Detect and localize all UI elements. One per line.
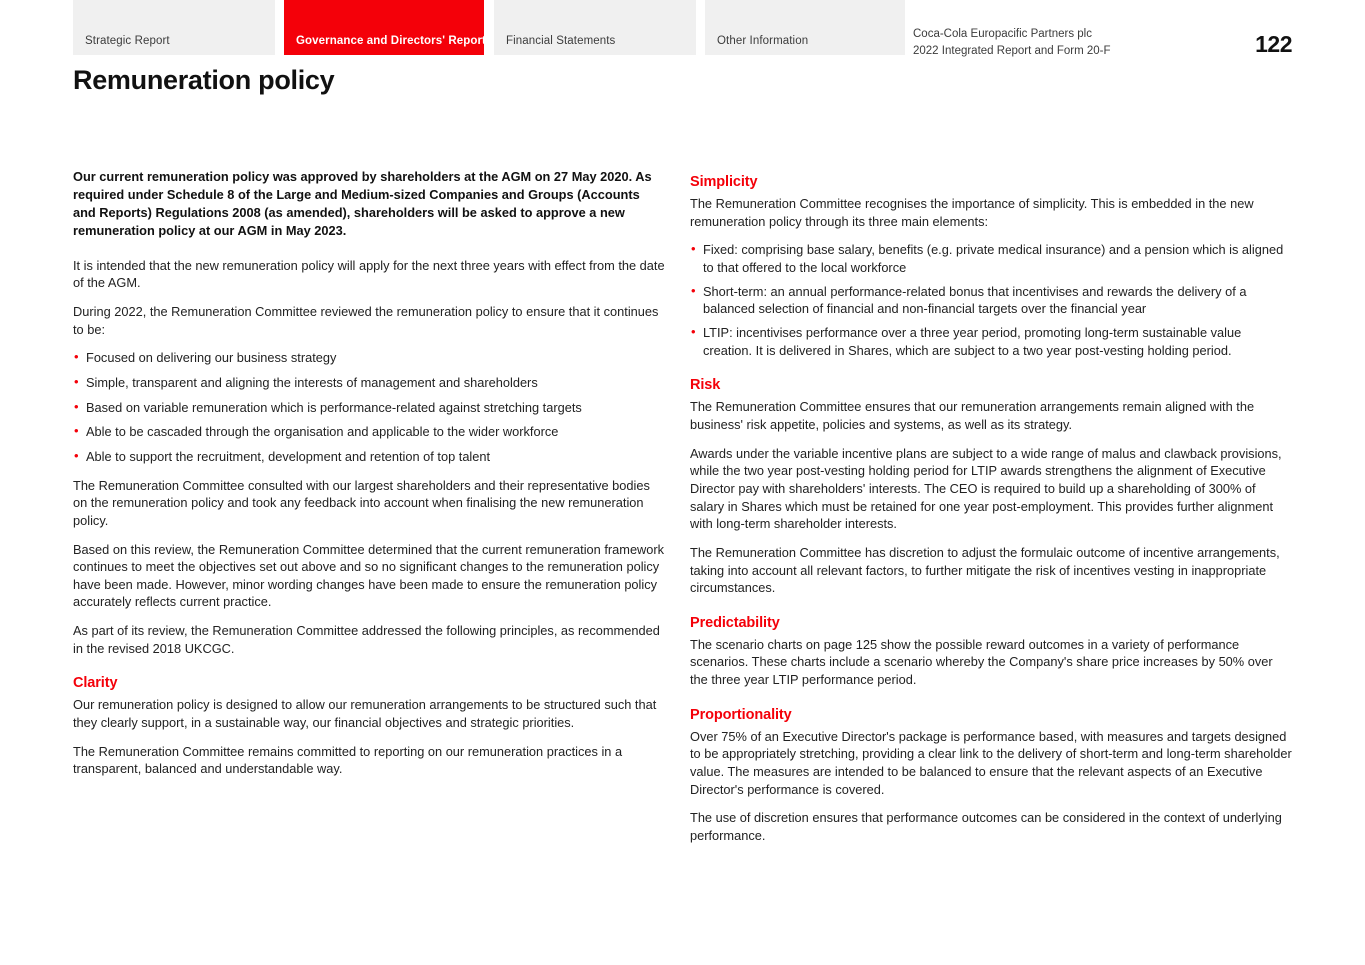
- risk-paragraph-3: The Remuneration Committee has discretion to adjust the formulaic outcome of incentive arrangements, taking into account all relevant factors, to further mitigate the risk of incentives vesting in inappropriate circumstances.: [690, 544, 1280, 596]
- page-number: 122: [1255, 31, 1292, 57]
- paragraph-framework-conclusion: Based on this review, the Remuneration Committee determined that the current remuneration framework continues to meet the objectives set out above and so no significant changes to the remuneration policy have been made. However, minor wording changes have been made to ensure the remuneration policy accurately reflects current practice.: [73, 541, 665, 610]
- paragraph-effect-date: It is intended that the new remuneration policy will apply for the next three years with effect from the date of the AGM.: [73, 257, 665, 291]
- tab-other-information[interactable]: [705, 0, 905, 55]
- list-item: • Simple, transparent and aligning the interests of management and shareholders: [73, 374, 665, 392]
- heading-predictability: Predictability: [690, 614, 780, 631]
- heading-proportionality: Proportionality: [690, 706, 792, 723]
- section-tab-bar: [0, 0, 1365, 55]
- list-item: • Focused on delivering our business strategy: [73, 349, 665, 367]
- list-item: • LTIP: incentivises performance over a three year period, promoting long-term sustainable value creation. It is delivered in Shares, which are subject to a two year post-vesting holding period.: [690, 324, 1292, 359]
- list-item: • Short-term: an annual performance-related bonus that incentivises and rewards the delivery of a balanced selection of financial and non-financial targets over the financial year: [690, 283, 1292, 318]
- proportionality-paragraph-2: The use of discretion ensures that performance outcomes can be considered in the context of underlying performance.: [690, 810, 1282, 844]
- policy-principles-list: [73, 349, 665, 465]
- list-item: • Able to be cascaded through the organisation and applicable to the wider workforce: [73, 423, 665, 441]
- predictability-paragraph-1: The scenario charts on page 125 show the possible reward outcomes in a variety of performance scenarios. These charts include a scenario whereby the Company's share price increases by 50% over the three year LTIP performance period.: [690, 636, 1273, 688]
- paragraph-shareholder-consultation: The Remuneration Committee consulted with our largest shareholders and their representative bodies on the remuneration policy and took any feedback into account when finalising the new remuneration policy.: [73, 477, 650, 528]
- list-item: • Able to support the recruitment, development and retention of top talent: [73, 448, 665, 466]
- tab-label: Financial Statements: [506, 35, 616, 47]
- heading-simplicity: Simplicity: [690, 174, 758, 190]
- simplicity-paragraph-1: The Remuneration Committee recognises the importance of simplicity. This is embedded in the new remuneration policy through its three main elements:: [690, 196, 1254, 229]
- list-item: • Based on variable remuneration which is performance-related against stretching targets: [73, 399, 665, 417]
- list-item: • Fixed: comprising base salary, benefits (e.g. private medical insurance) and a pension which is aligned to that offered to the local workforce: [690, 241, 1292, 276]
- heading-clarity: Clarity: [73, 675, 118, 692]
- risk-paragraph-1: The Remuneration Committee ensures that our remuneration arrangements remain aligned with the business' risk appetite, policies and systems, as well as its strategy.: [690, 399, 1255, 432]
- clarity-paragraph-1: Our remuneration policy is designed to allow our remuneration arrangements to be structured such that they clearly support, in a sustainable way, our financial objectives and strategic priorities.: [73, 697, 657, 731]
- right-column: [690, 168, 1292, 856]
- clarity-paragraph-2: The Remuneration Committee remains committed to reporting on our remuneration practices in a transparent, balanced and understandable way.: [73, 743, 623, 777]
- heading-risk: Risk: [690, 377, 721, 394]
- document-meta: [913, 26, 1111, 59]
- tab-label: Strategic Report: [85, 35, 170, 47]
- page-title: Remuneration policy: [73, 65, 335, 95]
- paragraph-review-intro: During 2022, the Remuneration Committee reviewed the remuneration policy to ensure that it continues to be:: [73, 303, 659, 337]
- tab-financial-statements[interactable]: [494, 0, 696, 55]
- tab-strategic-report[interactable]: [73, 0, 275, 55]
- report-name: 2022 Integrated Report and Form 20-F: [913, 44, 1111, 57]
- tab-governance-and-directors-report[interactable]: [284, 0, 484, 55]
- policy-lead-paragraph: Our current remuneration policy was approved by shareholders at the AGM on 27 May 2020. As required under Schedule 8 of the Large and Medium-sized Companies and Groups (Accounts and Reports) Regulations 2008 (as amended), shareholders will be asked to approve a new remuneration policy at our AGM in May 2023.: [73, 169, 652, 239]
- risk-paragraph-2: Awards under the variable incentive plans are subject to a wide range of malus and clawback provisions, while the two year post-vesting holding period for LTIP awards strengthens the alignment of Executive Director pay with shareholders' interests. The CEO is required to build up a shareholding of 300% of salary in Shares which must be retained for one year post-employment. This provides further alignment with long-term shareholder interests.: [690, 445, 1282, 532]
- paragraph-ukcgc-principles: As part of its review, the Remuneration Committee addressed the following principles, as recommended in the revised 2018 UKCGC.: [73, 623, 660, 656]
- simplicity-elements-list: [690, 241, 1292, 359]
- left-column: [73, 168, 665, 789]
- tab-label: Other Information: [717, 35, 809, 47]
- proportionality-paragraph-1: Over 75% of an Executive Director's package is performance based, with measures and targets designed to be appropriately stretching, providing a clear link to the delivery of short-term and long-term shareholder value. The measures are intended to be balanced to ensure that the relevant aspects of an Executive Director's performance is covered.: [690, 728, 1292, 797]
- tab-label: Governance and Directors' Report: [296, 35, 486, 47]
- company-name: Coca-Cola Europacific Partners plc: [913, 28, 1092, 40]
